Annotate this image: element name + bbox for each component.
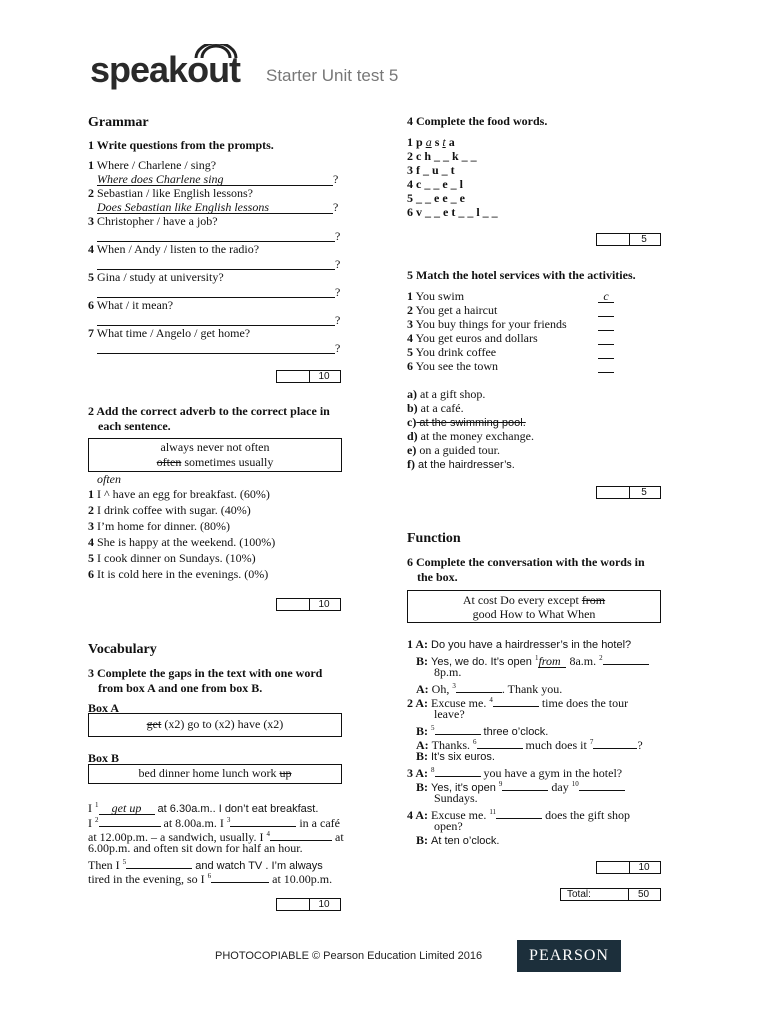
gap-5[interactable] [126,856,192,869]
ex5-item-4: 4 You get euros and dollars [407,331,538,345]
ex1-item-2: 2 Sebastian / like English lessons? [88,186,253,200]
grammar-heading: Grammar [88,115,149,130]
ex4-item-1: 1 p a s t a [407,135,455,149]
score-box: 10 [276,370,341,383]
ex5-option-d: d) at the money exchange. [407,429,534,443]
answer-line[interactable] [97,311,335,326]
gap-7[interactable] [593,736,637,749]
question-mark: ? [335,285,341,299]
ex3-text-line-6: tired in the evening, so I $^6$ at 10.00p.m. [88,872,333,886]
ex5-item-5: 5 You drink coffee [407,345,497,359]
match-answer-4[interactable] [598,331,614,345]
function-word-box: At cost Do every except from good How to What When [407,590,661,623]
gap-6[interactable] [211,870,269,883]
ex6-instruction: 6 Complete the conversation with the words in the box. [407,555,645,584]
function-heading: Function [407,531,461,546]
question-mark: ? [335,257,341,271]
ex5-option-e: e) on a guided tour. [407,443,500,457]
score-box: 10 [596,861,661,874]
gap-3[interactable] [230,814,296,827]
ex2-item-6: 6 It is cold here in the evenings. (0%) [88,567,269,581]
gap-5[interactable] [435,722,481,735]
ex3-text-line-2: I $^2$ at 8.00a.m. I $^3$ in a café [88,816,340,830]
ex5-option-a: a) at a gift shop. [407,387,486,401]
ex3-instruction: 3 Complete the gaps in the text with one word from box A and one from box B. [88,666,323,695]
ex5-item-2: 2 You get a haircut [407,303,498,317]
gap-1[interactable]: from [538,654,566,668]
ex1-answer-1: Where does Charlene sing [97,172,224,186]
gap-8[interactable] [435,764,481,777]
answer-line[interactable] [97,199,333,214]
dialogue-2a: 2 A: Excuse me. $^4$ time does the tour [407,696,629,710]
ex1-item-6: 6 What / it mean? [88,298,174,312]
gap-9[interactable] [502,778,548,791]
brand-wordmark: speakout [90,49,241,90]
ex1-item-1: 1 Where / Charlene / sing? [88,158,217,172]
ex5-option-b: b) at a café. [407,401,464,415]
ex3-text-line-3: at 12.00p.m. – a sandwich, usually. I $^4$ at [88,830,344,844]
dialogue-2c: A: Thanks. $^6$ much does it $^7$ ? [416,738,643,752]
dialogue-4a: 4 A: Excuse me. $^{11}$ does the gift shop [407,808,631,822]
ex4-item-5: 5 _ _ e e _ e [407,191,465,205]
match-answer-6[interactable] [598,359,614,373]
ex1-item-3: 3 Christopher / have a job? [88,214,218,228]
ex3-text-line-5: Then I $^5$ and watch TV . I’m always [88,858,323,872]
dialogue-1b: B: Yes, we do. It’s open $^1$from 8a.m. $^2$ [416,651,649,669]
speakout-logo [90,44,262,94]
score-box: 5 [596,233,661,246]
gap-4[interactable] [270,828,332,841]
ex2-item-4: 4 She is happy at the weekend. (100%) [88,535,276,549]
gap-1[interactable]: get up [99,801,155,815]
ex5-item-3: 3 You buy things for your friends [407,317,567,331]
ex5-instruction: 5 Match the hotel services with the activities. [407,268,636,282]
total-score-box: Total: 50 [560,888,661,901]
box-a-label: Box A [88,701,120,715]
match-answer-2[interactable] [598,303,614,317]
dialogue-2d: B: It’s six euros. [416,749,495,763]
question-mark: ? [335,341,341,355]
ex2-item-1: 1 I ^ have an egg for breakfast. (60%) [88,487,270,501]
score-box: 10 [276,898,341,911]
gap-3[interactable] [456,680,502,693]
box-a: get (x2) go to (x2) have (x2) [88,713,342,737]
score-box: 10 [276,598,341,611]
gap-6[interactable] [477,736,523,749]
ex2-instruction: 2 Add the correct adverb to the correct place in each sentence. [88,404,330,433]
ex5-option-f: f) at the hairdresser’s. [407,457,515,471]
gap-10[interactable] [579,778,625,791]
dialogue-2b: B: $^5$ three o’clock. [416,724,549,738]
question-mark: ? [335,229,341,243]
question-mark: ? [333,172,339,186]
gap-2[interactable] [99,814,161,827]
score-box: 5 [596,486,661,499]
ex2-item-5: 5 I cook dinner on Sundays. (10%) [88,551,256,565]
adverb-word-box: always never not often often sometimes usually [88,438,342,472]
dialogue-3b: B: Yes, it’s open $^9$ day $^{10}$ [416,777,625,795]
ex1-item-5: 5 Gina / study at university? [88,270,224,284]
gap-2[interactable] [603,652,649,665]
answer-line[interactable] [97,227,335,242]
match-answer-5[interactable] [598,345,614,359]
ex5-option-c: c) at the swimming pool. [407,415,526,429]
ex1-item-7: 7 What time / Angelo / get home? [88,326,251,340]
test-title: Starter Unit test 5 [266,66,399,85]
dialogue-4b: B: At ten o’clock. [416,833,500,847]
box-b-label: Box B [88,751,120,765]
ex4-item-4: 4 c _ _ e _ l [407,177,463,191]
gap-4[interactable] [493,694,539,707]
answer-line[interactable] [97,283,335,298]
answer-line[interactable] [97,255,335,270]
ex3-text-line-4: 6.00p.m. and often sit down for half an hour. [88,841,303,855]
ex5-item-6: 6 You see the town [407,359,499,373]
dialogue-1b-cont: 8p.m. [434,665,462,679]
ex4-item-6: 6 v _ _ e t _ _ l _ _ [407,205,498,219]
pearson-logo: PEARSON [517,940,621,972]
ex2-example-adverb: often [97,472,121,486]
gap-11[interactable] [496,806,542,819]
copyright-notice: PHOTOCOPIABLE © Pearson Education Limited 2016 [215,950,483,962]
dialogue-1a: 1 A: Do you have a hairdresser’s in the hotel? [407,637,632,651]
ex3-text-line-1: I $^1$ get up at 6.30a.m.. I don’t eat breakfast. [88,801,319,815]
question-mark: ? [333,200,339,214]
answer-line[interactable] [97,339,335,354]
ex1-answer-2: Does Sebastian like English lessons [97,200,269,214]
match-answer-3[interactable] [598,317,614,331]
dialogue-1c: A: Oh, $^3$ . Thank you. [416,682,563,696]
dialogue-2a-cont: leave? [434,707,465,721]
dialogue-4a-cont: open? [434,819,463,833]
ex4-instruction: 4 Complete the food words. [407,114,548,128]
ex4-item-2: 2 c h _ _ k _ _ [407,149,477,163]
dialogue-3a: 3 A: $^8$ you have a gym in the hotel? [407,766,623,780]
ex4-item-3: 3 f _ u _ t [407,163,455,177]
ex5-item-1: 1 You swim [407,289,465,303]
ex1-instruction: 1 Write questions from the prompts. [88,138,274,152]
box-b: bed dinner home lunch work up [88,764,342,784]
ex2-item-2: 2 I drink coffee with sugar. (40%) [88,503,251,517]
vocabulary-heading: Vocabulary [88,642,157,657]
answer-line[interactable] [97,171,333,186]
question-mark: ? [335,313,341,327]
ex2-item-3: 3 I’m home for dinner. (80%) [88,519,230,533]
dialogue-3b-cont: Sundays. [434,791,478,805]
ex1-item-4: 4 When / Andy / listen to the radio? [88,242,260,256]
match-answer-1[interactable]: c [598,289,614,303]
